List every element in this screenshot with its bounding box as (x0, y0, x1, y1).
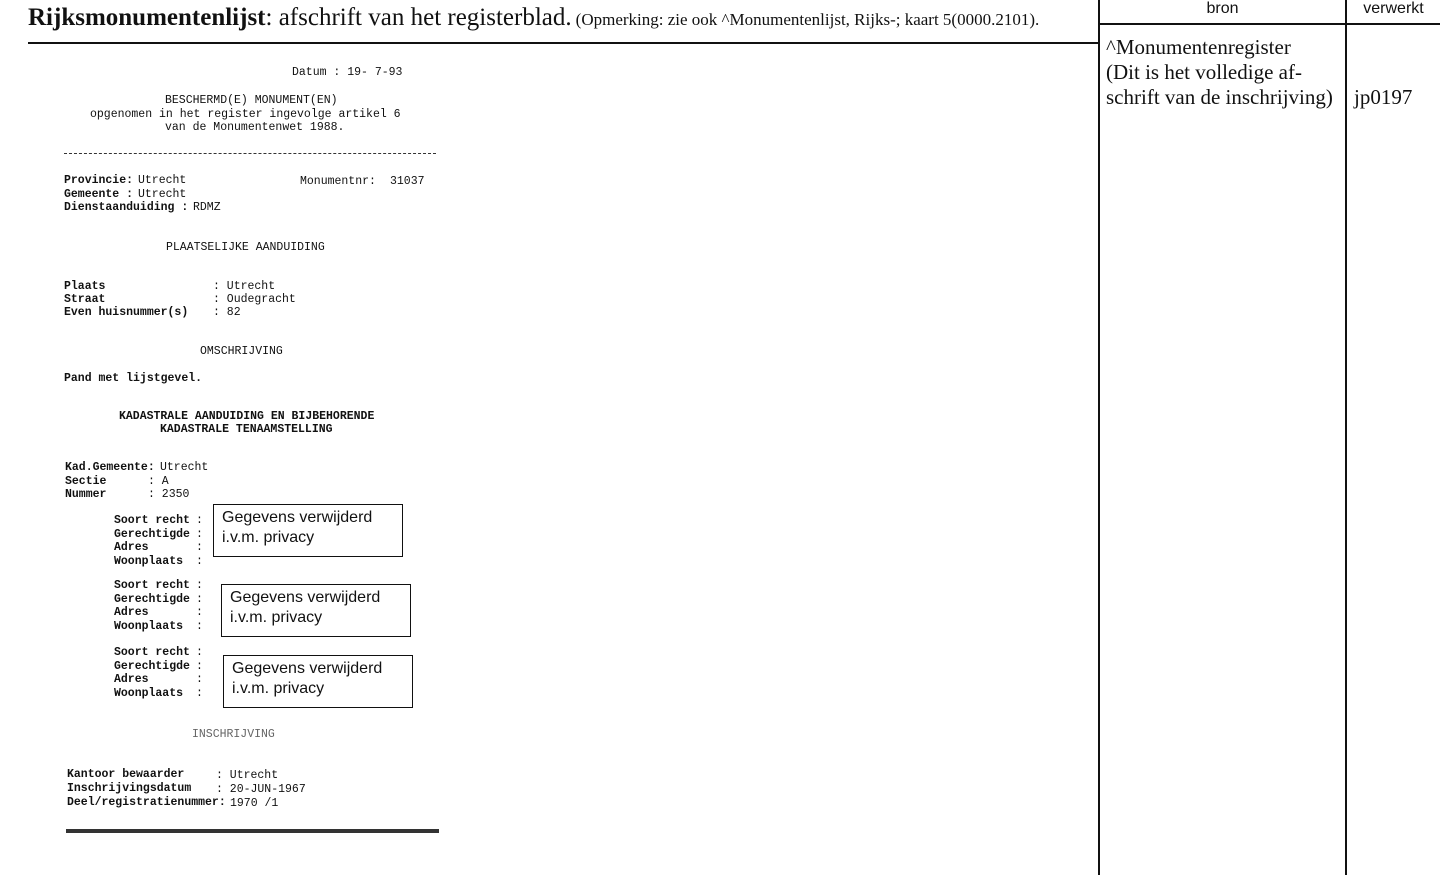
bottom-double-rule (66, 829, 439, 833)
provincie-label: Provincie: (64, 174, 134, 187)
owner-3-colons: : : : : (196, 646, 203, 700)
plaats-label: Plaats (64, 280, 106, 293)
omschrijving-text: Pand met lijstgevel. (64, 372, 203, 385)
privacy-text-line-2: i.v.m. privacy (230, 609, 323, 626)
sectie-label: Sectie (65, 475, 107, 488)
nummer-label: Nummer (65, 488, 107, 501)
datum: Datum : 19- 7-93 (292, 66, 403, 79)
owner-3-labels: Soort recht Gerechtigde Adres Woonplaats (114, 646, 190, 700)
bron-header: bron (1206, 0, 1239, 17)
nummer-value: : 2350 (148, 488, 190, 501)
straat-label: Straat (64, 293, 106, 306)
bron-line: ^Monumentenregister (1106, 35, 1291, 59)
bron-line: (Dit is het volledige af- (1106, 60, 1302, 84)
verwerkt-cell: jp0197 (1354, 85, 1413, 109)
straat-value: : Oudegracht (213, 293, 296, 306)
owner-1-labels: Soort recht Gerechtigde Adres Woonplaats (114, 514, 190, 568)
owner-1-colons: : : : : (196, 514, 203, 568)
title-bold: Rijksmonumentenlijst (28, 4, 266, 31)
privacy-text-line-2: i.v.m. privacy (232, 680, 325, 697)
bron-line: schrift van de inschrijving) (1106, 85, 1333, 109)
column-divider-left (1098, 0, 1100, 875)
privacy-text-line-1: Gegevens verwijderd (230, 589, 381, 606)
kantoor-value: : Utrecht (216, 769, 279, 782)
column-divider-right (1345, 0, 1347, 875)
huisnummer-value: : 82 (213, 306, 241, 319)
sectie-value: : A (148, 475, 169, 488)
dienst-value: RDMZ (193, 201, 221, 214)
plaatselijke-heading: PLAATSELIJKE AANDUIDING (166, 241, 325, 254)
gemeente-value: Utrecht (138, 188, 187, 201)
kad-gemeente-label: Kad.Gemeente: (65, 461, 155, 474)
dashed-divider (64, 153, 436, 154)
deel-value: 1970 /1 (230, 797, 279, 810)
deel-label: Deel/registratienummer: (67, 796, 226, 809)
title-main: : afschrift van het registerblad. (265, 4, 572, 31)
privacy-text-line-1: Gegevens verwijderd (232, 660, 383, 677)
plaats-value: : Utrecht (213, 280, 276, 293)
owner-2-labels: Soort recht Gerechtigde Adres Woonplaats (114, 579, 190, 633)
provincie-value: Utrecht (138, 174, 187, 187)
kad-gemeente-value: Utrecht (160, 461, 209, 474)
heading-line-3: van de Monumentenwet 1988. (165, 121, 345, 134)
owner-2-colons: : : : : (196, 579, 203, 633)
column-header-rule (1098, 23, 1440, 25)
kantoor-label: Kantoor bewaarder (67, 768, 185, 781)
verwerkt-header: verwerkt (1363, 0, 1424, 17)
title-rule (28, 42, 1098, 44)
heading-line-2: opgenomen in het register ingevolge artikel 6 (90, 108, 401, 121)
bron-cell (1106, 35, 1333, 110)
omschrijving-heading: OMSCHRIJVING (200, 345, 283, 358)
page-title (28, 4, 1039, 32)
monumentnr-label: Monumentnr: (300, 175, 376, 188)
inschrijvingsdatum-label: Inschrijvingsdatum (67, 782, 192, 795)
dienst-label: Dienstaanduiding : (64, 201, 189, 214)
monumentnr-value: 31037 (390, 175, 425, 188)
title-note: (Opmerking: zie ook ^Monumentenlijst, Rijks-; kaart 5(0000.2101). (575, 10, 1040, 29)
huisnummer-label: Even huisnummer(s) (64, 306, 189, 319)
kadastrale-heading-2: KADASTRALE TENAAMSTELLING (160, 423, 333, 436)
privacy-text-line-1: Gegevens verwijderd (222, 509, 373, 526)
privacy-text-line-2: i.v.m. privacy (222, 529, 315, 546)
privacy-redaction-box (213, 504, 403, 557)
kadastrale-heading-1: KADASTRALE AANDUIDING EN BIJBEHORENDE (119, 410, 375, 423)
privacy-redaction-box (221, 584, 411, 637)
privacy-redaction-box (223, 655, 413, 708)
inschrijvingsdatum-value: : 20-JUN-1967 (216, 783, 306, 796)
heading-line-1: BESCHERMD(E) MONUMENT(EN) (165, 94, 338, 107)
gemeente-label: Gemeente : (64, 188, 134, 201)
inschrijving-heading: INSCHRIJVING (192, 728, 275, 741)
